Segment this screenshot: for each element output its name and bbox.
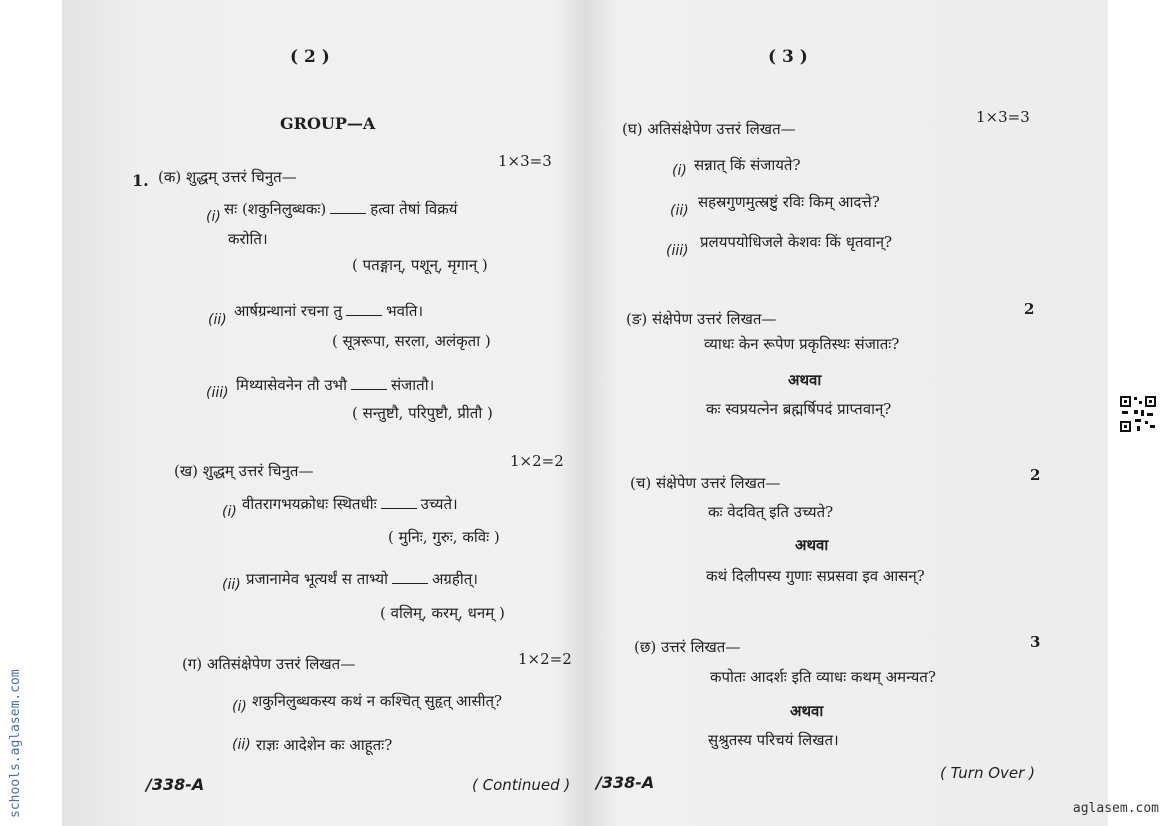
nga-question-1: व्याधः केन रूपेण प्रकृतिस्थः संजातः? — [704, 335, 900, 353]
q1-ga-ii-text: राज्ञः आदेशेन कः आहूतः? — [256, 736, 393, 754]
chha-question-2: सुश्रुतस्य परिचयं लिखत। — [708, 731, 839, 749]
q1-ka-iii-num: (iii) — [206, 385, 229, 401]
chha-or: अथवा — [790, 702, 824, 720]
q1-ka-label: (क) शुद्धम् उत्तरं चिनुत— — [158, 168, 297, 186]
cha-question-1: कः वेदवित् इति उच्यते? — [708, 503, 834, 521]
nga-label: (ङ) संक्षेपेण उत्तरं लिखत— — [626, 310, 777, 328]
left-footer-note: ( Continued ) — [472, 776, 571, 794]
q1-ka-i-options: ( पतङ्गान्, पशून्, मृगान् ) — [352, 256, 488, 274]
left-footer-code: /338-A — [146, 775, 205, 794]
right-footer-note: ( Turn Over ) — [940, 764, 1035, 782]
qr-code-icon[interactable] — [1119, 395, 1157, 433]
q1-ka-iii-options: ( सन्तुष्टौ, परिपुष्टौ, प्रीतौ ) — [352, 404, 493, 422]
q1-ka-ii-options: ( सूत्ररूपा, सरला, अलंकृता ) — [332, 332, 491, 350]
cha-marks: 2 — [1030, 466, 1041, 484]
nga-question-2: कः स्वप्रयत्नेन ब्रह्मर्षिपदं प्राप्तवान्? — [706, 400, 892, 418]
gha-iii-num: (iii) — [666, 243, 689, 259]
cha-question-2: कथं दिलीपस्य गुणाः सप्रसवा इव आसन्? — [706, 567, 925, 585]
nga-or: अथवा — [788, 371, 822, 389]
question-number: 1. — [132, 171, 149, 190]
q1-ka-i-num: (i) — [206, 209, 221, 225]
gha-label: (घ) अतिसंक्षेपेण उत्तरं लिखत— — [622, 120, 796, 138]
gha-i-text: सन्नात् किं संजायते? — [694, 156, 801, 174]
vertical-watermark: schools.aglasem.com — [8, 669, 23, 818]
q1-ga-label: (ग) अतिसंक्षेपेण उत्तरं लिखत— — [182, 655, 356, 673]
q1-ka-ii-text: आर्षग्रन्थानां रचना तु भवति। — [234, 302, 424, 320]
group-title: GROUP—A — [280, 114, 376, 133]
gha-i-num: (i) — [672, 163, 687, 179]
q1-kha-i-num: (i) — [222, 504, 237, 520]
gha-iii-text: प्रलयपयोधिजले केशवः किं धृतवान्? — [700, 233, 893, 251]
right-footer-code: /338-A — [596, 773, 655, 792]
q1-ka-i-text: सः (शकुनिलुब्धकः) हत्वा तेषां विक्रयं — [224, 200, 458, 218]
q1-kha-marks: 1×2=2 — [510, 452, 564, 470]
chha-question-1: कपोतः आदर्शः इति व्याधः कथम् अमन्यत? — [710, 668, 936, 686]
q1-ka-iii-text: मिथ्यासेवनेन तौ उभौ संजातौ। — [236, 376, 435, 394]
q1-kha-ii-text: प्रजानामेव भूत्यर्थं स ताभ्यो अग्रहीत्। — [246, 570, 478, 588]
q1-ga-marks: 1×2=2 — [518, 650, 572, 668]
left-page-number: ( 2 ) — [290, 47, 330, 67]
q1-kha-ii-num: (ii) — [222, 577, 241, 593]
gha-marks: 1×3=3 — [976, 108, 1030, 126]
q1-ga-ii-num: (ii) — [232, 737, 251, 753]
q1-ga-i-text: शकुनिलुब्धकस्य कथं न कश्चित् सुहृत् आसीत्? — [252, 692, 503, 710]
q1-ka-i-text-cont: करोति। — [228, 230, 268, 248]
nga-marks: 2 — [1024, 300, 1035, 318]
q1-kha-ii-options: ( वलिम्, करम्, धनम् ) — [380, 604, 505, 622]
gha-ii-num: (ii) — [670, 203, 689, 219]
q1-ka-marks: 1×3=3 — [498, 152, 552, 170]
q1-kha-i-text: वीतरागभयक्रोधः स्थितधीः उच्यते। — [242, 495, 458, 513]
right-page-number: ( 3 ) — [768, 47, 808, 67]
chha-marks: 3 — [1030, 633, 1041, 651]
cha-or: अथवा — [795, 536, 829, 554]
right-page — [62, 0, 1108, 826]
chha-label: (छ) उत्तरं लिखत— — [634, 638, 741, 656]
q1-ka-ii-num: (ii) — [208, 312, 227, 328]
corner-watermark: aglasem.com — [1072, 801, 1159, 816]
q1-ga-i-num: (i) — [232, 699, 247, 715]
q1-kha-i-options: ( मुनिः, गुरुः, कविः ) — [388, 528, 500, 546]
cha-label: (च) संक्षेपेण उत्तरं लिखत— — [630, 474, 781, 492]
gha-ii-text: सहस्रगुणमुत्स्रष्टुं रविः किम् आदत्ते? — [698, 193, 880, 211]
q1-kha-label: (ख) शुद्धम् उत्तरं चिनुत— — [174, 462, 314, 480]
